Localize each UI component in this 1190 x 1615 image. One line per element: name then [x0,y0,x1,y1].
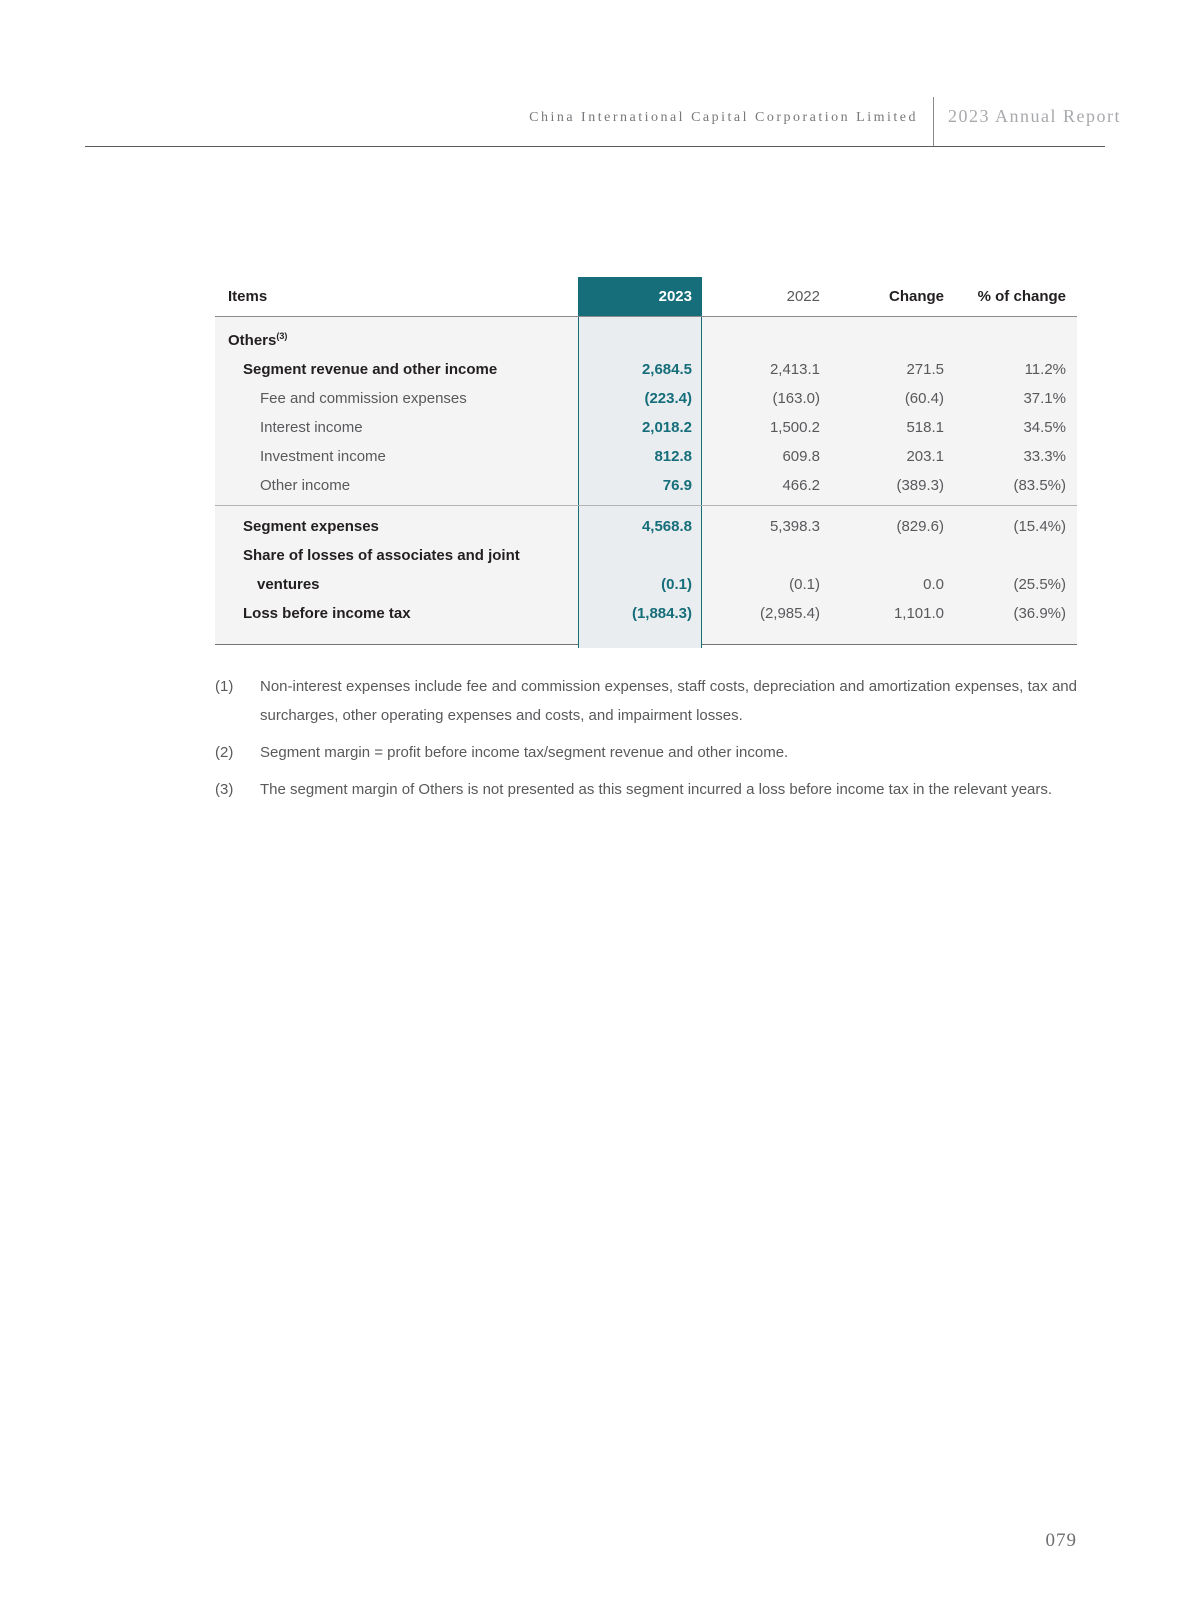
value-2022: (2,985.4) [759,605,820,622]
table-row [215,384,1077,413]
footnote-marker: (3) [215,781,234,798]
row-label: Other income [260,477,351,494]
header-report-title: 2023 Annual Report [948,106,1121,126]
row-label: Fee and commission expenses [260,390,467,407]
value-pct-change: (83.5%) [1013,477,1066,494]
table-section-row [215,322,1077,355]
value-2022: 1,500.2 [769,419,820,436]
row-label: Interest income [260,419,363,436]
table-row [215,512,1077,541]
footnotes [215,672,1077,812]
col-header-2023: 2023 [578,277,702,316]
section-footnote-ref: (3) [276,331,288,341]
table-row [215,471,1077,500]
row-label: Share of losses of associates and joint ventures [243,547,520,593]
value-pct-change: (36.9%) [1013,605,1066,622]
table-row [215,442,1077,471]
value-2022: 466.2 [782,477,820,494]
row-separator [215,505,1077,506]
value-2022: 2,413.1 [769,361,820,378]
value-2023: 76.9 [662,477,692,494]
value-pct-change: (25.5%) [1013,576,1066,593]
table-header-row [215,277,1077,317]
header-company-name: China International Capital Corporation Limited [529,110,918,125]
footnote [215,672,1077,730]
value-change: 518.1 [906,419,944,436]
value-2022: 5,398.3 [769,518,820,535]
value-change: 271.5 [906,361,944,378]
value-pct-change: 37.1% [1023,390,1066,407]
footnote-text: Segment margin = profit before income tax/segment revenue and other income. [260,744,789,761]
value-change: 0.0 [923,576,944,593]
value-2023: 812.8 [654,448,692,465]
col-header-pct-change: % of change [977,288,1066,305]
footnote-marker: (2) [215,744,234,761]
row-label: Investment income [260,448,386,465]
segment-financials-table [215,277,1077,645]
table-row [215,541,1077,599]
footnote-text: Non-interest expenses include fee and commission expenses, staff costs, depreciation and amortization expenses, tax and surcharges, other operating expenses and costs, and impairment losses. [260,678,1077,724]
value-2023: 2,018.2 [641,419,692,436]
table-row [215,599,1077,628]
footnote-marker: (1) [215,678,234,695]
value-2023: 4,568.8 [641,518,692,535]
header-rule [85,146,1105,147]
table-row [215,355,1077,384]
col-header-items: Items [228,288,268,305]
row-label: Loss before income tax [243,605,411,622]
table-row [215,413,1077,442]
header-divider [933,97,934,146]
value-2023: (1,884.3) [631,605,692,622]
row-label: Segment revenue and other income [243,361,498,378]
value-change: 203.1 [906,448,944,465]
value-pct-change: 11.2% [1024,361,1066,378]
col-header-2022: 2022 [786,288,820,305]
value-change: (829.6) [896,518,944,535]
table-body [215,317,1077,645]
value-2023: (0.1) [661,576,692,593]
value-pct-change: 34.5% [1023,419,1066,436]
footnote [215,775,1077,804]
value-2023: (223.4) [644,390,692,407]
row-label: Segment expenses [243,518,379,535]
value-change: (60.4) [904,390,944,407]
value-change: 1,101.0 [893,605,944,622]
col-header-change: Change [888,288,944,305]
footnote-text: The segment margin of Others is not presented as this segment incurred a loss before income tax in the relevant years. [260,781,1053,798]
value-change: (389.3) [896,477,944,494]
page-number: 079 [1045,1530,1077,1551]
value-pct-change: (15.4%) [1013,518,1066,535]
section-label: Others [228,332,277,349]
value-2022: (163.0) [772,390,820,407]
value-2022: (0.1) [789,576,820,593]
value-pct-change: 33.3% [1023,448,1066,465]
footnote [215,738,1077,767]
value-2022: 609.8 [782,448,820,465]
value-2023: 2,684.5 [641,361,692,378]
